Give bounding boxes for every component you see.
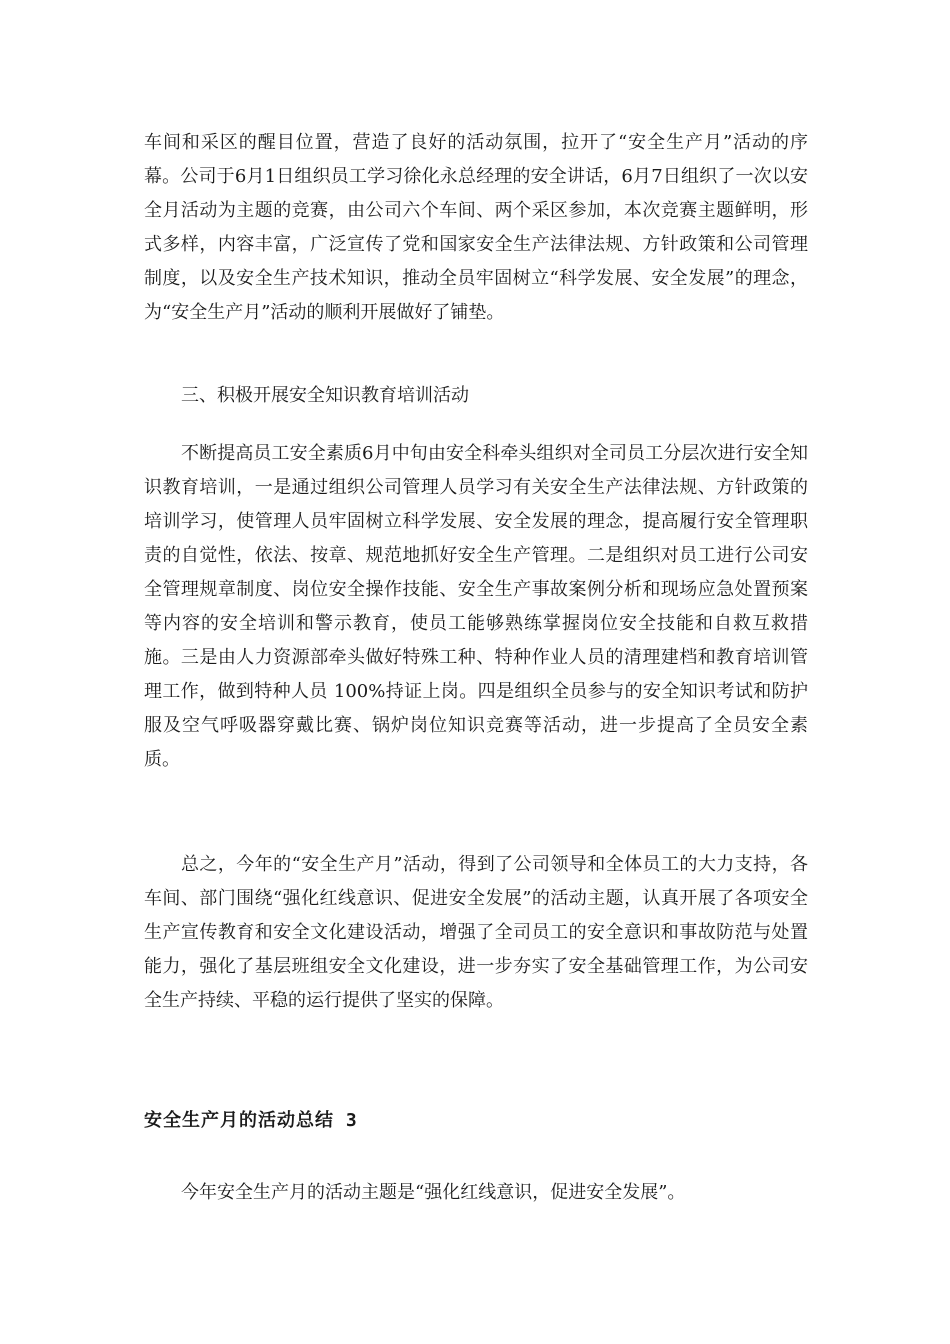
paragraph-theme: 今年安全生产月的活动主题是“强化红线意识，促进安全发展”。 <box>181 1182 686 1203</box>
paragraph-continuation: 车间和采区的醒目位置，营造了良好的活动氛围，拉开了“安全生产月”活动的序幕。公司于6月1日组织员工学习徐化永总经理的安全讲话，6月7日组织了一次以安全月活动为主题的竞赛，由公司六个车间、两个采区参加，本次竞赛主题鲜明，形式多样，内容丰富，广泛宣传了党和国家安全生产法律法规、方针政策和公司管理制度，以及安全生产技术知识，推动全员牢固树立“科学发展、安全发展”的理念，为“安全生产月”活动的顺利开展做好了铺垫。 <box>144 132 808 323</box>
section-heading-training: 三、积极开展安全知识教育培训活动 <box>181 385 469 406</box>
article-title: 安全生产月的活动总结 3 <box>144 1110 358 1131</box>
paragraph-summary: 总之，今年的“安全生产月”活动，得到了公司领导和全体员工的大力支持，各车间、部门围绕“强化红线意识、促进安全发展”的活动主题，认真开展了各项安全生产宣传教育和安全文化建设活动，增强了全司员工的安全意识和事故防范与处置能力，强化了基层班组安全文化建设，进一步夯实了安全基础管理工作，为公司安全生产持续、平稳的运行提供了坚实的保障。 <box>144 854 808 1011</box>
paragraph-training: 不断提高员工安全素质6月中旬由安全科牵头组织对全司员工分层次进行安全知识教育培训，一是通过组织公司管理人员学习有关安全生产法律法规、方针政策的培训学习，使管理人员牢固树立科学发展、安全发展的理念，提高履行安全管理职责的自觉性，依法、按章、规范地抓好安全生产管理。二是组织对员工进行公司安全管理规章制度、岗位安全操作技能、安全生产事故案例分析和现场应急处置预案等内容的安全培训和警示教育，使员工能够熟练掌握岗位安全技能和自救互救措施。三是由人力资源部牵头做好特殊工种、特种作业人员的清理建档和教育培训管理工作，做到特种人员 100%持证上岗。四是组织全员参与的安全知识考试和防护服及空气呼吸器穿戴比赛、锅炉岗位知识竞赛等活动，进一步提高了全员安全素质。 <box>144 443 808 770</box>
